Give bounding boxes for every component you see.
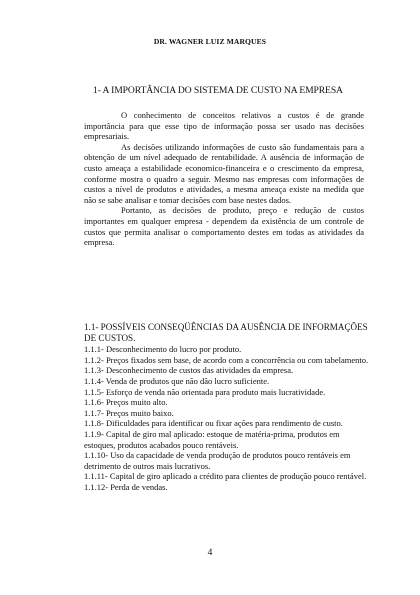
paragraph: As decisões utilizando informações de custo são fundamentais para a obtenção de um nível adequado de rentabilidade. A ausência de informação de custo ameaça a estabilidade economico-financeira e o crescimento da empresa, conforme mostra o quadro a seguir. Mesmo nas empresas com informações de custos a nível de produtos e atividades, a mesma ameaça existe na medida que não se sabe analisar e tomar decisões com base nestes dados. (84, 141, 364, 205)
list-item: 1.1.11- Capital de giro aplicado a crédito para clientes de produção pouco rentável. (84, 471, 367, 482)
list-item: 1.1.8- Dificuldades para identificar ou fixar ações para rendimento de custo. (84, 418, 343, 429)
consequences-list (84, 322, 369, 493)
list-item: 1.1.5- Esforço de venda não orientada para produto mais lucratividade. (84, 386, 326, 397)
list-item: 1.1.1- Desconhecimento do lucro por produto. (84, 344, 242, 355)
list-item: 1.1.10- Uso da capacidade de venda produção de produtos pouco rentáveis em detrimento de outros mais lucrativos. (84, 450, 351, 471)
list-item: 1.1.9- Capital de giro mal aplicado: estoque de matéria-prima, produtos em estoques, produtos acabados pouco rentáveis. (84, 428, 340, 450)
list-item: 1.1.4- Venda de produtos que não dão lucro suficiente. (84, 375, 270, 386)
list-item: 1.1.2- Preços fixados sem base, de acordo com a concorrência ou com tabelamento. (84, 354, 369, 365)
list-item: 1.1.6- Preços muito alto. (84, 397, 168, 408)
section-body (84, 110, 364, 248)
page-number: 4 (207, 548, 213, 558)
list-item: 1.1.12- Perda de vendas. (84, 481, 168, 492)
list-item: 1.1.7- Preços muito baixo. (84, 407, 174, 418)
section-title: 1- A IMPORTÂNCIA DO SISTEMA DE CUSTO NA EMPRESA (93, 85, 343, 96)
running-header: DR. WAGNER LUIZ MARQUES (153, 37, 267, 46)
paragraph: O conhecimento de conceitos relativos a custos é de grande importância para que esse tipo de informação possa ser usado nas decisões empresariais. (84, 110, 364, 142)
list-item: 1.1.3- Desconhecimento de custos das atividades da empresa. (84, 365, 294, 376)
paragraph: Portanto, as decisões de produto, preço e redução de custos importantes em qualquer empresa - dependem da existência de um controle de custos que permita analisar o comportamento destes em todas as atividades da empresa. (84, 205, 364, 248)
subsection-title: 1.1- POSSÍVEIS CONSEQÜÊNCIAS DA AUSÊNCIA DE INFORMAÇÕES DE CUSTOS. (84, 322, 368, 343)
